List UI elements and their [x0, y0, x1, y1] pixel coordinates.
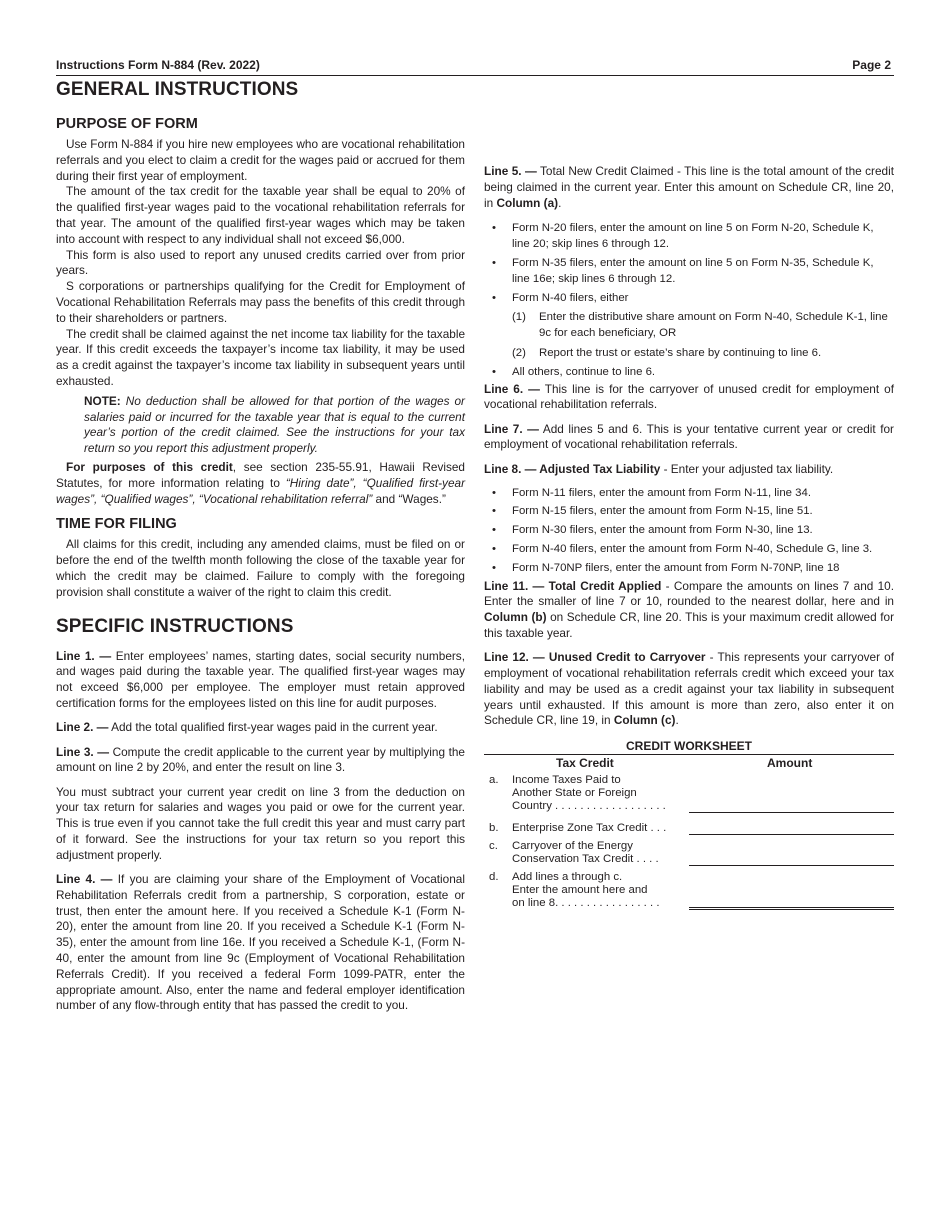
line1-paragraph — [56, 649, 465, 712]
purpose-of-form-heading: PURPOSE OF FORM — [56, 116, 198, 132]
row-text: Add lines a through c. — [512, 871, 623, 884]
right-column — [484, 78, 894, 910]
bullet-text: Form N-15 filers, enter the amount from Form N-15, line 51. — [512, 505, 813, 518]
amount-column-header: Amount — [767, 756, 813, 771]
row-letter: d. — [489, 871, 499, 884]
line11-paragraph — [484, 579, 894, 642]
line6-paragraph — [484, 382, 894, 414]
line7-text: Add lines 5 and 6. This is your tentative current year or credit for employment of vocational rehabilitation referrals. — [484, 421, 894, 452]
row-text: Conservation Tax Credit . . . . — [512, 853, 659, 866]
n40-option-2 — [484, 346, 894, 362]
line1-text: Enter employees’ names, starting dates, social security numbers, and wages paid during the taxable year. The qualified first-year wages may not exceed $6,000 per employee. The employer must retain approved certification forms for the employees listed on this line for audit purposes. — [56, 648, 465, 710]
row-text: Country . . . . . . . . . . . . . . . . . . — [512, 800, 666, 813]
line5-last-bullet — [484, 365, 894, 381]
option-number: (2) — [512, 346, 526, 359]
line2-paragraph — [56, 720, 465, 736]
form-title: Instructions Form N-884 (Rev. 2022) — [56, 58, 260, 72]
bullet-text: Form N-11 filers, enter the amount from Form N-11, line 34. — [512, 486, 811, 499]
line8-label: Line 8. — Adjusted Tax Liability — [484, 461, 661, 476]
purposes-text: , see section 235-55.91, Hawaii Revised Statutes, for more information relating to — [56, 459, 465, 490]
credit-worksheet — [484, 739, 894, 910]
purposes-text-end: and “Wages.” — [372, 491, 446, 506]
bullet-text: Form N-40 filers, either — [512, 291, 629, 304]
line12-paragraph — [484, 650, 894, 729]
line8-text: - Enter your adjusted tax liability. — [660, 461, 834, 476]
line5-column: Column (a) — [496, 195, 559, 210]
line2-text: Add the total qualified first-year wages paid in the current year. — [108, 720, 438, 735]
row-text: Income Taxes Paid to — [512, 774, 621, 787]
amount-field-c[interactable] — [689, 864, 894, 866]
bullet-text: Form N-40 filers, enter the amount from Form N-40, Schedule G, line 3. — [512, 542, 873, 555]
line12-column: Column (c) — [613, 713, 676, 728]
bullet-text: Form N-20 filers, enter the amount on line 5 on Form N-20, Schedule K, line 20; skip lines 6 through 12. — [512, 222, 874, 251]
amount-field-b[interactable] — [689, 833, 894, 835]
list-item: • Form N-70NP filers, enter the amount from Form N-70NP, line 18 — [492, 561, 840, 574]
list-item: • Form N-11 filers, enter the amount from Form N-11, line 34. — [492, 486, 811, 499]
line11-column: Column (b) — [484, 610, 547, 625]
page-number: Page 2 — [852, 58, 891, 72]
line5-text: Total New Credit Claimed - This line is the total amount of the credit being claimed in the current year. Enter this amount on Schedule CR, line 20, in — [484, 164, 894, 210]
bullet-text: Form N-70NP filers, enter the amount from Form N-70NP, line 18 — [512, 561, 840, 574]
line7-label: Line 7. — — [484, 421, 539, 436]
worksheet-row-b — [484, 822, 894, 835]
line2-label: Line 2. — — [56, 720, 109, 735]
line4-text: If you are claiming your share of the Employment of Vocational Rehabilitation Referrals credit from a partnership, S corporation, estate or trust, then enter the amount here. If you received a Schedule K-1 (Form N-20), enter the amount from line 20. If you received a Schedule K-1 (Form N-35), enter the amount from line 16e. If you received a Schedule K-1, (Form N-40, enter the amount from line 9c (Employment of Vocational Rehabilitation Referrals Credit). If you received a federal Form 1099-PATR, enter the appropriate amount. Also, enter the name and federal employer identification number of any flow-through entity that has passed the credit to you. — [56, 872, 465, 1013]
purpose-paragraph-5: The credit shall be claimed against the net income tax liability for the taxable year. If this credit exceeds the taxpayer’s income tax liability, it may be used as a credit against the taxpayer’s income tax liability in subsequent years until exhausted. — [56, 326, 465, 388]
row-letter: c. — [489, 840, 498, 853]
row-text: on line 8. . . . . . . . . . . . . . . . . — [512, 897, 660, 910]
purpose-paragraph-2: The amount of the tax credit for the taxable year shall be equal to 20% of the qualified first-year wages paid to the vocational rehabilitation referrals for that year. The amount of the qualified first-year wages which may be taken into account with respect to any individual shall not exceed $6,000. — [56, 184, 465, 246]
purposes-label: For purposes of this credit — [66, 459, 233, 474]
row-text: Another State or Foreign — [512, 787, 637, 800]
line1-label: Line 1. — — [56, 648, 112, 663]
option-number: (1) — [512, 311, 526, 324]
line3-text: Compute the credit applicable to the current year by multiplying the amount on line 2 by 20%, and enter the result on line 3. — [56, 744, 465, 775]
tax-credit-column-header: Tax Credit — [556, 756, 614, 771]
row-text: Enterprise Zone Tax Credit . . . — [512, 822, 667, 835]
row-text: Enter the amount here and — [512, 884, 648, 897]
line5-paragraph — [484, 164, 894, 211]
worksheet-row-a — [484, 774, 894, 813]
list-item: • All others, continue to line 6. — [492, 365, 656, 378]
line5-end: . — [558, 195, 562, 210]
line11-label: Line 11. — Total Credit Applied — [484, 578, 662, 593]
list-item: • Form N-30 filers, enter the amount from Form N-30, line 13. — [492, 524, 813, 537]
line6-text: This line is for the carryover of unused credit for employment of vocational rehabilitation referrals. — [484, 381, 894, 412]
purposes-terms: “Hiring date”, “Qualified first-year wages”, “Qualified wages”, “Vocational rehabilitation referral” — [56, 475, 465, 506]
line11-text: - Compare the amounts on lines 7 and 10. Enter the smaller of line 7 or 10, rounded to the nearest dollar, here and in — [484, 578, 894, 609]
worksheet-row-d — [484, 871, 894, 910]
bullet-text: Form N-30 filers, enter the amount from Form N-30, line 13. — [512, 524, 813, 537]
left-column — [56, 78, 465, 1014]
line12-text: - This represents your carryover of employment of vocational rehabilitation referrals credit which exceed your tax liability and may be used as a credit against your tax liability in subsequent years until exhausted. If this amount is more than zero, also enter it on Schedule CR, line 19, in — [484, 650, 894, 728]
purpose-paragraph-4: S corporations or partnerships qualifying for the Credit for Employment of Vocational Rehabilitation Referrals may pass the benefits of this credit through to their shareholders or partners. — [56, 279, 465, 325]
row-letter: b. — [489, 822, 499, 835]
specific-instructions-heading: SPECIFIC INSTRUCTIONS — [56, 615, 294, 637]
filing-paragraph: All claims for this credit, including any amended claims, must be filed on or before the end of the twelfth month following the close of the taxable year for which the credit may be claimed. Failure to comply with the foregoing provision shall constitute a waiver of the right to claim this credit. — [56, 537, 465, 599]
purpose-paragraph-1: Use Form N-884 if you hire new employees who are vocational rehabilitation referrals and you elect to claim a credit for the wages paid or accrued for them during their first year of employment. — [56, 137, 465, 183]
list-item: • Form N-15 filers, enter the amount from Form N-15, line 51. — [492, 505, 813, 518]
line3-paragraph — [56, 745, 465, 777]
row-letter: a. — [489, 774, 499, 787]
line6-label: Line 6. — — [484, 381, 540, 396]
line12-end: . — [675, 713, 679, 728]
option-text: Enter the distributive share amount on Form N-40, Schedule K-1, line 9c for each beneficiary, OR — [539, 311, 888, 340]
note-paragraph — [84, 394, 465, 457]
line4-paragraph — [56, 872, 465, 1014]
general-instructions-heading: GENERAL INSTRUCTIONS — [56, 79, 299, 100]
line7-paragraph — [484, 422, 894, 454]
worksheet-title: CREDIT WORKSHEET — [484, 739, 894, 755]
note-label: NOTE: — [84, 393, 121, 408]
bullet-text: Form N-35 filers, enter the amount on line 5 on Form N-35, Schedule K, line 16e; skip lines 6 through 12. — [512, 256, 874, 285]
option-text: Report the trust or estate’s share by continuing to line 6. — [539, 346, 822, 359]
purposes-of-credit-paragraph — [56, 460, 465, 507]
line12-label: Line 12. — Unused Credit to Carryover — [484, 650, 706, 665]
subtract-credit-paragraph: You must subtract your current year credit on line 3 from the deduction on your tax return for salaries and wages you paid or owe for the current year. This is true even if you cannot take the full credit this year and must carry part of it forward. See the instructions for your tax return so you report this adjustment properly. — [56, 784, 465, 862]
purpose-paragraph-3: This form is also used to report any unused credits carried over from prior years. — [56, 247, 465, 278]
amount-field-d[interactable] — [689, 906, 894, 910]
amount-field-a[interactable] — [689, 811, 894, 813]
worksheet-row-c — [484, 840, 894, 866]
worksheet-header — [484, 755, 894, 770]
note-text: No deduction shall be allowed for that portion of the wages or salaries paid or incurred for the taxable year that is equal to the current year’s portion of the credit claimed. See the instructions for your tax return so you report this adjustment properly. — [84, 393, 465, 456]
line11-end: on Schedule CR, line 20. This is your maximum credit allowed for this taxable year. — [484, 610, 894, 640]
bullet-text: All others, continue to line 6. — [512, 365, 656, 378]
time-for-filing-heading: TIME FOR FILING — [56, 516, 177, 533]
line5-bullets — [484, 221, 894, 306]
line4-label: Line 4. — — [56, 872, 113, 887]
line8-paragraph — [484, 462, 894, 478]
list-item: • Form N-40 filers, either — [492, 291, 629, 304]
list-item: • Form N-40 filers, enter the amount from Form N-40, Schedule G, line 3. — [492, 542, 873, 555]
list-item: • Form N-35 filers, enter the amount on line 5 on Form N-35, Schedule K, line 16e; skip lines 6 through 12. — [492, 256, 874, 285]
list-item: • Form N-20 filers, enter the amount on line 5 on Form N-20, Schedule K, line 20; skip lines 6 through 12. — [492, 222, 874, 251]
n40-option-1 — [484, 310, 894, 342]
line5-label: Line 5. — — [484, 164, 537, 178]
page-header — [56, 57, 894, 76]
line3-label: Line 3. — — [56, 744, 110, 759]
row-text: Carryover of the Energy — [512, 840, 633, 853]
line8-bullets — [484, 486, 894, 577]
